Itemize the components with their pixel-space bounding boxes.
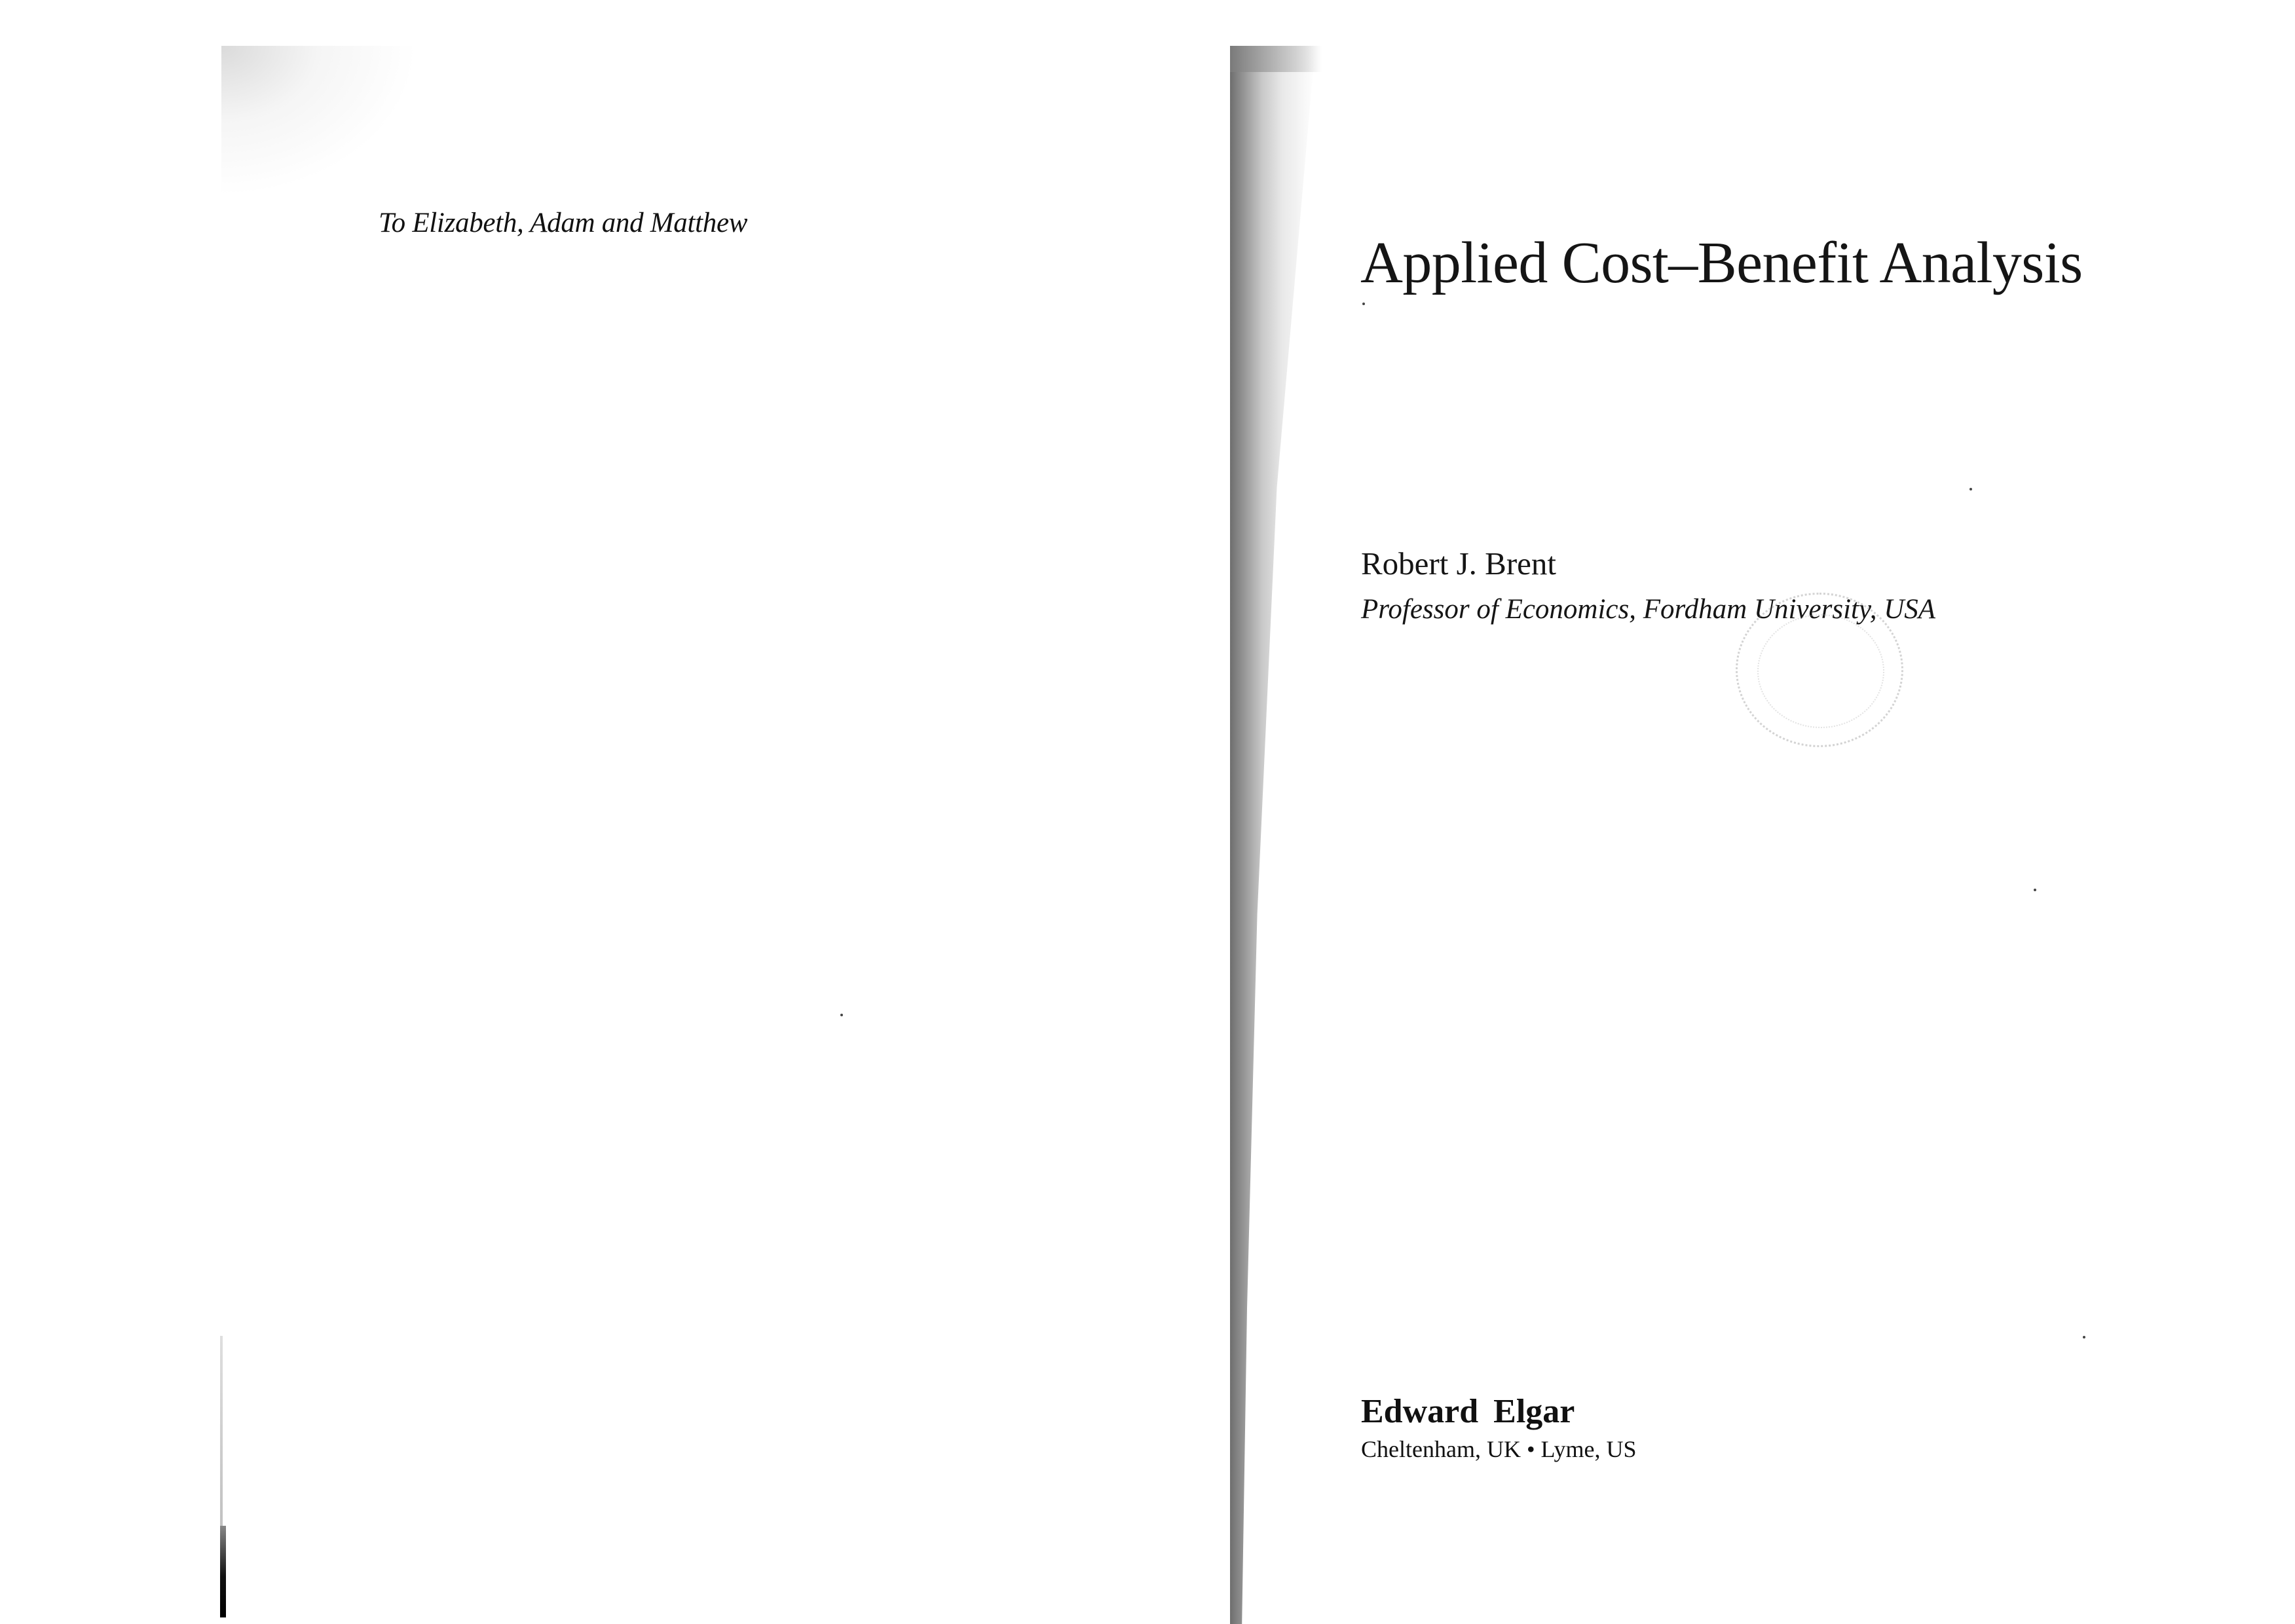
scan-speck [2083, 1336, 2085, 1338]
page-edge-shadow [220, 1526, 226, 1617]
gutter-top-band [1230, 46, 1322, 72]
dedication-text: To Elizabeth, Adam and Matthew [379, 208, 748, 238]
publisher-name: Edward Elgar [1361, 1393, 1575, 1430]
scan-speck [1969, 488, 1972, 490]
scan-speck [840, 1014, 843, 1016]
library-stamp [1736, 593, 1903, 747]
author-name: Robert J. Brent [1361, 545, 1557, 581]
scan-corner-shadow [221, 46, 418, 196]
author-affiliation: Professor of Economics, Fordham University, USA [1361, 594, 1936, 625]
book-title: Applied Cost–Benefit Analysis [1360, 231, 2083, 295]
library-stamp-inner [1757, 614, 1884, 728]
gutter-shadow [1230, 46, 1315, 1624]
page-edge-line [220, 1336, 223, 1532]
book-gutter [1230, 46, 1315, 1624]
right-page [1310, 0, 2295, 1624]
scan-speck [1362, 303, 1365, 305]
publisher-location: Cheltenham, UK • Lyme, US [1361, 1436, 1637, 1462]
scan-speck [2034, 889, 2036, 891]
